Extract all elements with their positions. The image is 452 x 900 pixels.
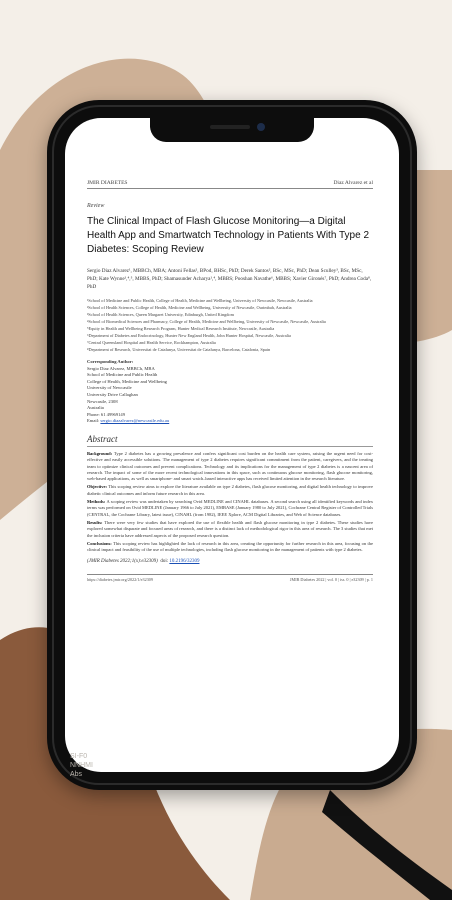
doi-link[interactable]: 10.2196/32309 [169,559,200,565]
side-text-line: NNHMI [70,762,93,769]
corr-line: Newcastle, 2308 [87,398,118,404]
corr-line: University Drive Callaghan [87,391,138,397]
corr-line: Australia [87,405,104,411]
abstract-text: Type 2 diabetes has a growing prevalence and confers significant cost burden on the health care system, raising the urgent need for cost-effective and easily accessible solutions. The management of type 2 diabetes requires significant commitment from the patient, caregivers, and the treating team to optimize clinical outcomes and prevent complications. Technology and its implications for the management of type 2 diabetes is a nascent area of research. The impact of some of the more recent technological innovations in this space, such as continuous glucose monitoring, flash glucose monitoring, web-based applications, as well as smartphone- and smart watch–based interactive apps has received limited attention in the research literature. [87,450,373,482]
affiliation-line: ⁶Department of Diabetes and Endocrinology, Hunter New England Health, John Hunter Hospital, Newcastle, Australia [87,333,291,338]
email-link[interactable]: sergio.diazalvarez@newcastle.edu.au [100,418,170,424]
citation-label: (JMIR Diabetes 2022;1(x):e32309) [87,559,158,565]
abstract-label: Conclusions: [87,540,114,546]
doi-label: doi: [160,559,170,565]
email-line [87,418,373,425]
abstract-paragraph [87,484,373,497]
affiliation-line: ⁴School of Biomedical Sciences and Pharmacy, College of Health, Medicine and Wellbeing, University of Newcastle, Newcastle, Australia [87,319,326,324]
corr-line: College of Health, Medicine and Wellbeing [87,378,167,384]
running-author: Diaz Alvarez et al [333,180,373,186]
corr-line: University of Newcastle [87,385,132,391]
affiliation-line: ²School of Health Sciences, College of Health, Medicine and Wellbeing, University of Newcastle, Ourimbah, Australia [87,305,292,310]
abstract-paragraph [87,541,373,554]
abstract-heading: Abstract [87,433,118,444]
affiliation-line: ¹School of Medicine and Public Health, College of Health, Medicine and Wellbeing, University of Newcastle, Newcastle, Australia [87,298,313,303]
page-footer [87,577,373,582]
abstract-label: Results: [87,519,105,525]
footer-citation: JMIR Diabetes 2022 | vol. 0 | iss. 0 | e32309 | p. 1 [289,577,373,583]
abstract-label: Methods: [87,499,107,505]
journal-name: JMIR DIABETES [87,180,128,186]
corr-line: School of Medicine and Public Health [87,372,158,378]
abstract-text: There were very few studies that have explored the use of flexible health and flash glucose monitoring in type 2 diabetes. These studies have explored somewhat disparate and focused areas of research, and there is a distinct lack of methodological rigor in this area of research. The 3 studies that met the inclusion criteria have addressed aspects of the proposed research question. [87,519,373,538]
side-text-line: Abs [70,771,83,778]
phone-screen [65,118,399,772]
abstract-text: This scoping review has highlighted the lack of research in this area, creating the opportunity for further research in this area, focusing on the clinical impact and feasibility of the use of multiple technologies, including flash glucose monitoring in the management of patients with type 2 diabetes. [87,540,373,553]
phone-notch [150,118,314,142]
footer-url[interactable]: https://diabetes.jmir.org/2022/1/e32309 [87,577,153,583]
abstract-rule [87,446,373,447]
abstract-text: This scoping review aims to explore the literature available on type 2 diabetes, flash glucose monitoring, and digital health technology to improve diabetic clinical outcomes and inform future research in this area. [87,484,373,496]
citation-line [87,559,373,564]
header-rule [87,188,373,189]
side-text-line: SI-F0 [70,753,88,760]
page-header [87,180,373,186]
affiliation-line: ³School of Health Sciences, Queen Margaret University, Edinburgh, United Kingdom [87,312,234,317]
corr-line: Sergio Diaz Alvarez, MBBCh, MBA [87,365,155,371]
abstract-body [87,451,373,553]
section-label: Review [87,203,105,209]
background-page-fragment [70,752,93,779]
corresponding-author-block [87,359,373,425]
speaker-grille [210,125,250,129]
article-title: The Clinical Impact of Flash Glucose Monitoring—a Digital Health App and Smartwatch Technology in Patients With Type 2 Diabetes: Scoping Review [87,216,370,255]
front-camera [257,123,265,131]
abstract-text: A scoping review was undertaken by searching Ovid MEDLINE and CINAHL databases. A second search using all identified keywords and index terms was performed on Ovid MEDLINE (January 1966 to July 2021), EMBASE (January 1980 to July 2021), Cochrane Central Register of Controlled Trials (CENTRAL, the Cochrane Library, latest issue), CINAHL (from 1982), IEEE Xplore, ACM Digital Libraries, and Web of Science databases. [87,499,373,517]
phone-frame [47,100,417,790]
corresponding-author-label: Corresponding Author: [87,359,134,364]
pdf-page[interactable] [87,180,373,582]
affiliation-line: ⁸Department of Research, Universitat de Catalunya, Universitat de Catalunya, Barcelona, Catalonia, Spain [87,347,271,352]
affiliations [87,297,373,353]
abstract-label: Background: [87,450,114,456]
footer-rule [87,574,373,575]
corr-line: Phone: 61 49969149 [87,411,126,417]
affiliation-line: ⁷Central Queensland Hospital and Health Service, Rockhampton, Australia [87,340,216,345]
affiliation-line: ⁵Equity in Health and Wellbeing Research Program, Hunter Medical Research Institute, Newcastle, Australia [87,326,275,331]
author-list: Sergio Diaz Alvarez¹, MBBCh, MBA; Antoni Fellas², BPod, BHSc, PhD; Derek Santos², BSc, MSc, PhD; Dean Sculley³, BSc, MSc, PhD; Kate Wynne¹,⁴,⁵, MBBS, PhD; Shamasunder Acharya¹,⁴, MBBS; Pooshan Navathe⁶, MBBS; Xavier Gironés⁷, PhD; Andrea Coda⁸, PhD [87,268,372,290]
abstract-paragraph [87,499,373,518]
abstract-paragraph [87,451,373,482]
abstract-paragraph [87,520,373,539]
abstract-label: Objective: [87,484,109,490]
email-label: Email: [87,418,101,424]
